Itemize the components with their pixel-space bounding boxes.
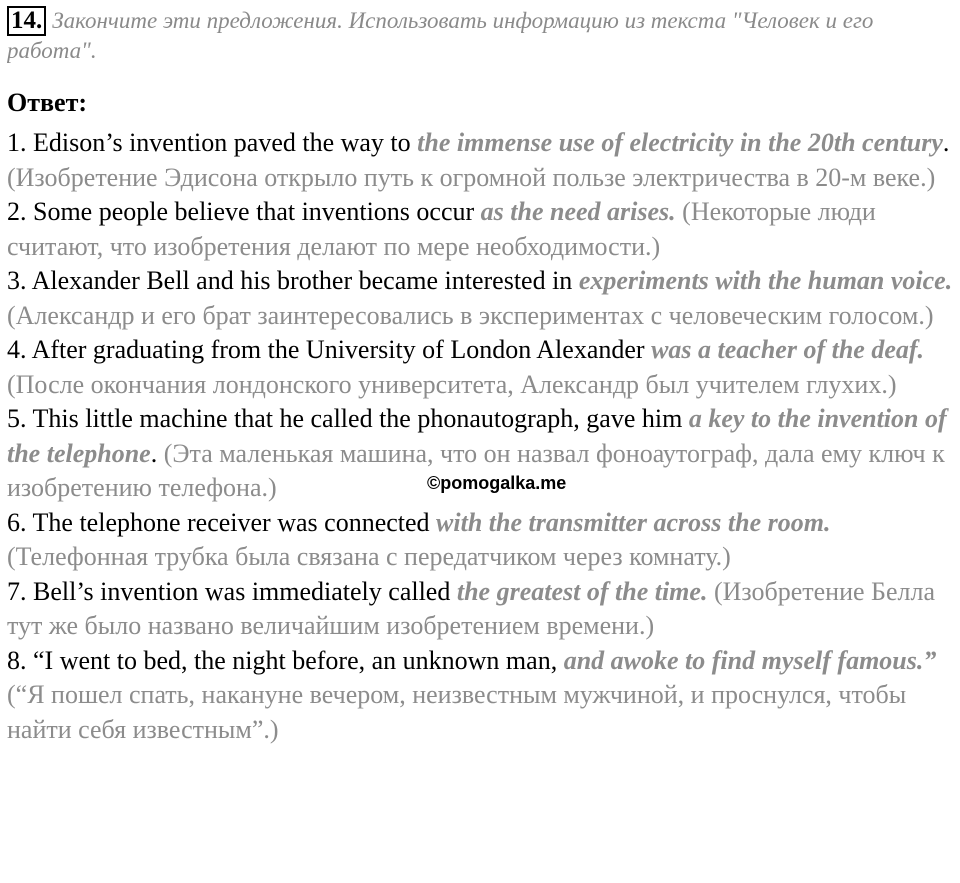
answer-russian: (Эта маленькая машина, что он назвал фоноаутограф, дала ему ключ к изобретению телефона.) xyxy=(7,438,945,502)
answer-english: 4. After graduating from the University of London Alexander xyxy=(7,335,652,364)
answer-item-7 xyxy=(7,575,957,644)
answer-highlight: with the transmitter across the room. xyxy=(436,507,831,537)
answer-highlight: was a teacher of the deaf. xyxy=(651,335,925,364)
answer-english: 5. This little machine that he called the phonautograph, gave him xyxy=(7,404,689,433)
answer-highlight: as the need arises. xyxy=(480,197,676,226)
answer-highlight: and awoke to find myself famous.” xyxy=(563,645,937,675)
answer-item-2 xyxy=(7,195,957,264)
task-header xyxy=(7,6,957,66)
answer-item-8 xyxy=(7,644,957,748)
answer-english: 7. Bell’s invention was immediately called xyxy=(7,576,457,606)
answer-tail: . xyxy=(942,128,950,157)
answer-russian: (Изобретение Белла тут же было названо величайшим изобретением времени.) xyxy=(7,576,936,640)
answer-highlight: experiments with the human voice. xyxy=(578,266,953,295)
answer-english: 2. Some people believe that inventions occur xyxy=(7,197,481,226)
answer-list xyxy=(7,126,957,747)
answer-highlight: a key to the invention of the telephone xyxy=(7,404,947,468)
answer-english: 8. “I went to bed, the night before, an unknown man, xyxy=(7,645,564,675)
document-page xyxy=(7,6,957,747)
answer-item-1 xyxy=(7,126,957,195)
answer-english: 6. The telephone receiver was connected xyxy=(7,507,437,537)
answer-russian: (Изобретение Эдисона открыло путь к огромной пользе электричества в 20-м веке.) xyxy=(7,162,936,192)
answer-highlight: the immense use of electricity in the 20th century xyxy=(417,128,943,157)
answer-russian: (Телефонная трубка была связана с передатчиком через комнату.) xyxy=(7,542,731,571)
answer-highlight: the greatest of the time. xyxy=(456,576,708,606)
answer-english: 1. Edison’s invention paved the way to xyxy=(7,128,418,157)
answer-item-4 xyxy=(7,333,957,402)
answer-label: Ответ: xyxy=(7,88,88,117)
answer-item-6 xyxy=(7,506,957,575)
answer-russian: (“Я пошел спать, накануне вечером, неизвестным мужчиной, и проснулся, чтобы найти себя известным”.) xyxy=(7,680,907,744)
answer-russian: (Некоторые люди считают, что изобретения делают по мере необходимости.) xyxy=(7,197,876,261)
task-instruction: Закончите эти предложения. Использовать информацию из текста "Человек и его работа". xyxy=(7,8,874,63)
answer-tail: . xyxy=(150,438,158,468)
answer-english: 3. Alexander Bell and his brother became interested in xyxy=(7,266,579,295)
task-number: 14. xyxy=(7,6,46,36)
answer-item-3 xyxy=(7,264,957,333)
answer-russian: (После окончания лондонского университета, Александр был учителем глухих.) xyxy=(7,369,897,399)
answer-russian: (Александр и его брат заинтересовались в экспериментах с человеческим голосом.) xyxy=(7,300,934,330)
watermark: ©pomogalka.me xyxy=(427,473,567,493)
